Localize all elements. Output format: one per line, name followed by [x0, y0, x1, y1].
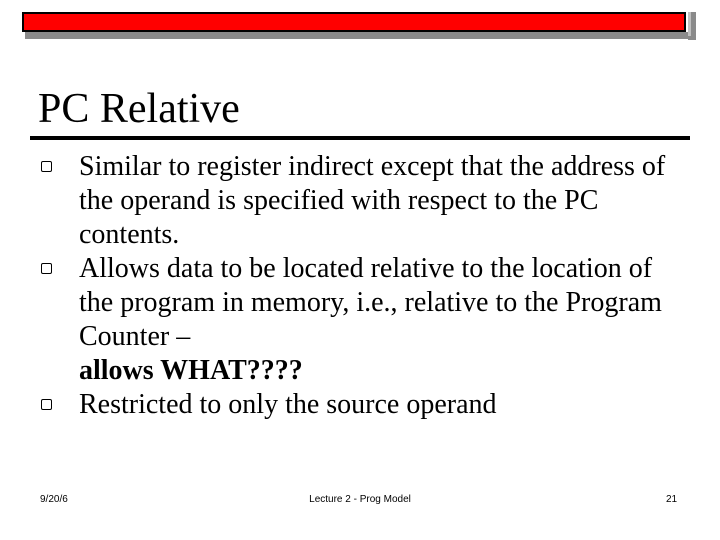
- bullet-item: [35, 388, 675, 422]
- top-red-bar: [22, 12, 686, 32]
- hollow-square-icon: [41, 399, 52, 410]
- hollow-square-icon: [41, 263, 52, 274]
- title-underline: [30, 136, 690, 140]
- footer-date: 9/20/6: [40, 494, 68, 505]
- footer-page-number: 21: [666, 494, 678, 505]
- bullet-emphasis: allows WHAT????: [79, 355, 303, 386]
- slide-title: PC Relative: [38, 86, 240, 132]
- bullet-text: Similar to register indirect except that the address of the operand is specified with respect to the PC contents.: [79, 151, 666, 250]
- hollow-square-icon: [41, 161, 52, 172]
- top-bar-shadow: [25, 32, 689, 39]
- bullet-item: [35, 252, 675, 388]
- top-bar-corner-highlight: [688, 12, 691, 36]
- bullet-item: [35, 150, 675, 252]
- bullet-text: Restricted to only the source operand: [79, 389, 497, 420]
- footer-title: Lecture 2 - Prog Model: [309, 494, 411, 505]
- bullet-list: [35, 150, 675, 422]
- bullet-text: Allows data to be located relative to the location of the program in memory, i.e., relative to the Program Counter –: [79, 253, 662, 352]
